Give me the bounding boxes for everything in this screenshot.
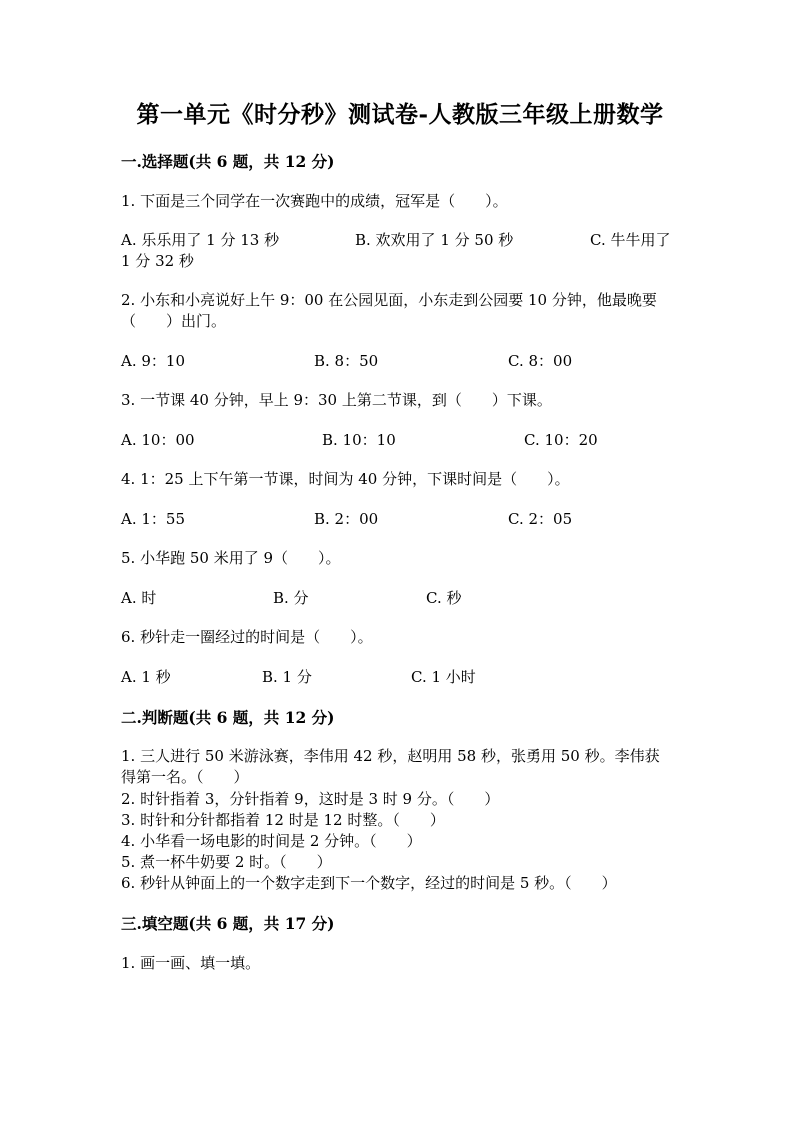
option-b: B. 10：10 — [322, 431, 396, 449]
option-a: A. 10：00 — [121, 431, 195, 449]
judgment-item: 4. 小华看一场电影的时间是 2 分钟。（ ） — [121, 832, 422, 850]
option-c: C. 1 小时 — [411, 668, 476, 686]
fill-in-item: 1. 画一画、填一填。 — [121, 954, 261, 972]
option-c: C. 2：05 — [508, 510, 573, 528]
option-a: A. 1 秒 — [121, 668, 171, 686]
section-heading-judgment: 二.判断题(共 6 题，共 12 分) — [121, 708, 335, 727]
option-b: B. 8：50 — [314, 352, 379, 370]
section-heading-fill-in: 三.填空题(共 6 题，共 17 分) — [121, 914, 335, 933]
judgment-item-continued: 得第一名。（ ） — [121, 768, 249, 786]
judgment-item: 3. 时针和分针都指着 12 时是 12 时整。（ ） — [121, 811, 445, 829]
option-b: B. 分 — [273, 589, 309, 607]
option-c: C. 8：00 — [508, 352, 573, 370]
option-b: B. 2：00 — [314, 510, 379, 528]
judgment-item: 6. 秒针从钟面上的一个数字走到下一个数字，经过的时间是 5 秒。（ ） — [121, 874, 617, 892]
option-c-continued: 1 分 32 秒 — [121, 252, 194, 270]
question-stem: 3. 一节课 40 分钟，早上 9：30 上第二节课，到（ ）下课。 — [121, 391, 552, 409]
question-stem: 1. 下面是三个同学在一次赛跑中的成绩，冠军是（ ）。 — [121, 192, 508, 210]
question-stem-continued: （ ）出门。 — [121, 312, 227, 330]
option-c: C. 10：20 — [524, 431, 598, 449]
question-stem: 6. 秒针走一圈经过的时间是（ ）。 — [121, 628, 373, 646]
option-c: C. 秒 — [426, 589, 462, 607]
option-a: A. 乐乐用了 1 分 13 秒 — [121, 231, 280, 249]
question-stem: 2. 小东和小亮说好上午 9：00 在公园见面，小东走到公园要 10 分钟，他最晚要 — [121, 291, 657, 309]
option-c: C. 牛牛用了 — [590, 231, 671, 249]
page-title: 第一单元《时分秒》测试卷-人教版三年级上册数学 — [136, 101, 664, 128]
judgment-item: 5. 煮一杯牛奶要 2 时。（ ） — [121, 853, 332, 871]
option-b: B. 1 分 — [262, 668, 312, 686]
option-a: A. 9：10 — [121, 352, 185, 370]
option-a: A. 时 — [121, 589, 157, 607]
judgment-item: 1. 三人进行 50 米游泳赛，李伟用 42 秒，赵明用 58 秒，张勇用 50 秒。李伟获 — [121, 747, 660, 765]
option-b: B. 欢欢用了 1 分 50 秒 — [355, 231, 514, 249]
question-stem: 4. 1：25 上下午第一节课，时间为 40 分钟，下课时间是（ ）。 — [121, 470, 570, 488]
section-heading-choice: 一.选择题(共 6 题，共 12 分) — [121, 152, 335, 171]
judgment-item: 2. 时针指着 3，分针指着 9，这时是 3 时 9 分。（ ） — [121, 790, 500, 808]
question-stem: 5. 小华跑 50 米用了 9（ ）。 — [121, 549, 341, 567]
option-a: A. 1：55 — [121, 510, 185, 528]
